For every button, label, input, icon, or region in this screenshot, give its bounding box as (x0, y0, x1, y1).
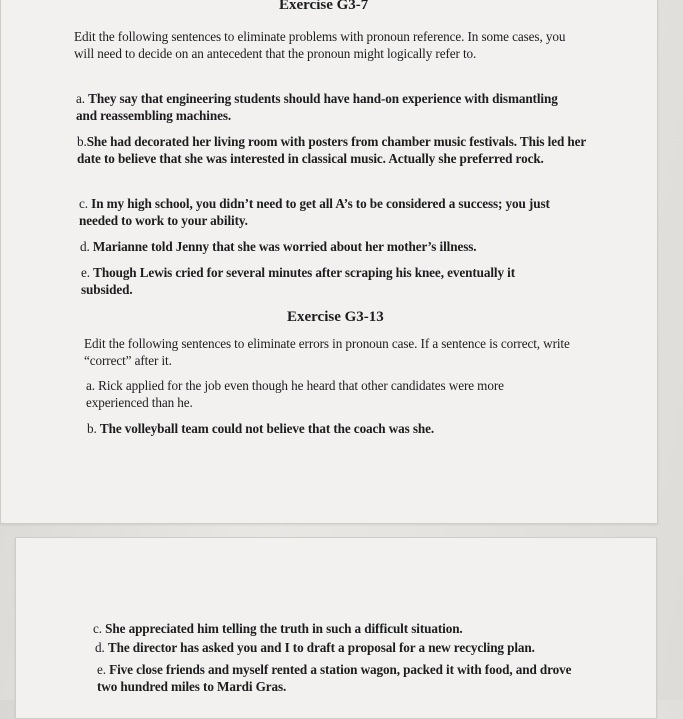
g3-13-item-e: e. Five close friends and myself rented a station wagon, packed it with food, and drove two hundred miles to Mardi Gras. (97, 662, 572, 694)
g3-7-item-b: b.She had decorated her living room with posters from chamber music festivals. This led her date to believe that she was interested in classical music. Actually she preferred rock. (77, 134, 586, 166)
g3-7-item-a: a. They say that engineering students should have hand-on experience with dismantling and reassembling machines. (76, 91, 558, 123)
g3-13-item-b: b. The volleyball team could not believe that the coach was she. (87, 421, 435, 436)
exercise-g3-13-title: Exercise G3-13 (287, 309, 384, 325)
g3-7-item-e: e. Though Lewis cried for several minutes after scraping his knee, eventually it subsided. (81, 265, 516, 297)
g3-7-item-c: c. In my high school, you didn’t need to get all A’s to be considered a success; you just needed to work to your ability. (79, 196, 550, 228)
g3-13-item-d: d. The director has asked you and I to draft a proposal for a new recycling plan. (95, 640, 535, 655)
g3-13-item-a: a. Rick applied for the job even though he heard that other candidates were more experienced than he. (86, 378, 504, 410)
exercise-g3-7-title: Exercise G3-7 (279, 0, 369, 13)
exercise-g3-7-instructions: Edit the following sentences to eliminate problems with pronoun reference. In some cases, you will need to decide on an antecedent that the pronoun might logically refer to. (74, 29, 566, 61)
g3-13-item-c: c. She appreciated him telling the truth in such a difficult situation. (93, 621, 463, 636)
exercise-g3-13-instructions: Edit the following sentences to eliminate errors in pronoun case. If a sentence is correct, write “correct” after it. (84, 336, 570, 368)
g3-7-item-d: d. Marianne told Jenny that she was worried about her mother’s illness. (80, 239, 477, 254)
